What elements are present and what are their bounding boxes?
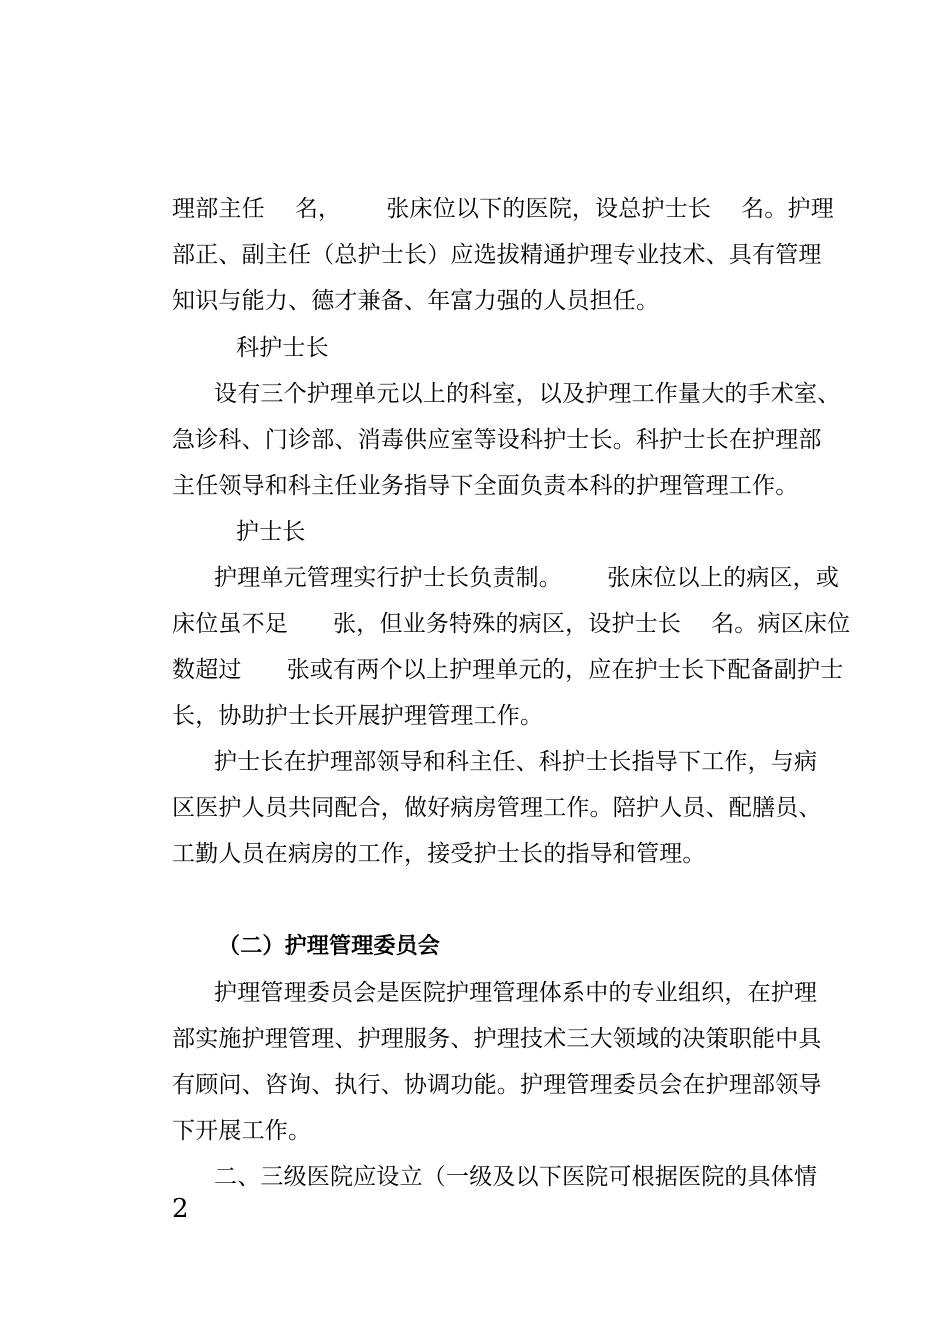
text-line: 床位虽不足 张，但业务特殊的病区，设护士长 名。病区床位 [172, 611, 851, 637]
subheading: 护士长 [236, 519, 306, 545]
text-line: 护理单元管理实行护士长负责制。 张床位以上的病区，或 [214, 565, 840, 591]
text-line: 有顾问、咨询、执行、协调功能。护理管理委员会在护理部领导 [172, 1072, 822, 1098]
text-line: 工勤人员在病房的工作，接受护士长的指导和管理。 [172, 841, 706, 867]
text-line: 区医护人员共同配合，做好病房管理工作。陪护人员、配膳员、 [172, 795, 822, 821]
text-line: 长，协助护士长开展护理管理工作。 [172, 703, 544, 729]
text-line: 数超过 张或有两个以上护理单元的，应在护士长下配备副护士 [172, 657, 844, 683]
section-heading: （二）护理管理委员会 [218, 934, 441, 959]
text-line: 知识与能力、德才兼备、年富力强的人员担任。 [172, 288, 660, 314]
text-line: 设有三个护理单元以上的科室，以及护理工作量大的手术室、 [214, 381, 841, 407]
text-line: 下开展工作。 [172, 1118, 312, 1144]
page-number: 2 [172, 1194, 189, 1224]
text-line: 二、三级医院应设立（一级及以下医院可根据医院的具体情 [214, 1164, 818, 1190]
text-line: 护理管理委员会是医院护理管理体系中的专业组织，在护理 [214, 980, 818, 1006]
text-line: 急诊科、门诊部、消毒供应室等设科护士长。科护士长在护理部 [172, 427, 822, 453]
subheading: 科护士长 [236, 335, 329, 361]
text-line: 理部主任 名， 张床位以下的医院，设总护士长 名。护理 [172, 196, 834, 222]
text-line: 部实施护理管理、护理服务、护理技术三大领域的决策职能中具 [172, 1026, 822, 1052]
text-line: 部正、副主任（总护士长）应选拔精通护理专业技术、具有管理 [172, 242, 822, 268]
text-line: 主任领导和科主任业务指导下全面负责本科的护理管理工作。 [172, 473, 799, 499]
text-line: 护士长在护理部领导和科主任、科护士长指导下工作，与病 [214, 749, 818, 775]
